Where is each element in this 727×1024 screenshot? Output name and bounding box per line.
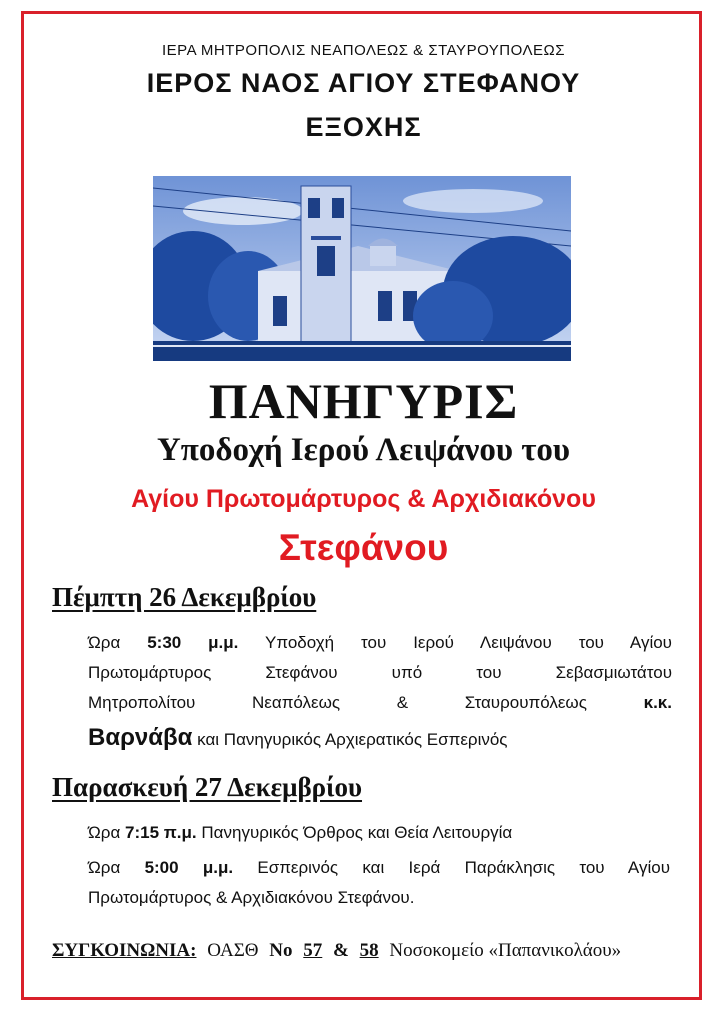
day2-time2: 5:00 μ.μ. bbox=[144, 858, 234, 877]
church-photo bbox=[153, 176, 571, 361]
bus-operator: ΟΑΣΘ bbox=[207, 940, 259, 961]
bus-stop: Νοσοκομείο «Παπανικολάου» bbox=[389, 940, 622, 961]
day2-time1: 7:15 π.μ. bbox=[125, 823, 197, 842]
day1-line4 bbox=[88, 718, 672, 760]
bus-line-57: 57 bbox=[303, 940, 323, 961]
bus-line-58: 58 bbox=[359, 940, 379, 961]
route-no-label: Νο bbox=[269, 940, 293, 961]
day1-line2: Πρωτομάρτυρος Στεφάνου υπό του Σεβασμιωτάτου bbox=[88, 663, 672, 682]
hour-word: Ώρα bbox=[88, 858, 121, 877]
metropolis-name: ΙΕΡΑ ΜΗΤΡΟΠΟΛΙΣ ΝΕΑΠΟΛΕΩΣ & ΣΤΑΥΡΟΥΠΟΛΕΩΣ bbox=[162, 42, 565, 59]
ampersand: & bbox=[333, 940, 349, 961]
metropolitan-name: Βαρνάβα bbox=[88, 724, 193, 751]
festival-title: ΠΑΝΗΓΥΡΙΣ bbox=[208, 373, 519, 429]
day2-item2-line1 bbox=[88, 853, 670, 883]
day1-line4-text: και Πανηγυρικός Αρχιερατικός Εσπερινός bbox=[197, 730, 508, 749]
day1-line3 bbox=[88, 688, 672, 718]
hour-word: Ώρα bbox=[88, 633, 121, 652]
day1-line1 bbox=[88, 628, 672, 658]
day1-line3-text: Μητροπολίτου Νεαπόλεως & Σταυρουπόλεως bbox=[88, 693, 587, 712]
day1-time: 5:30 μ.μ. bbox=[147, 633, 239, 652]
day2-heading: Παρασκευή 27 Δεκεμβρίου bbox=[52, 772, 363, 802]
church-name: ΙΕΡΟΣ ΝΑΟΣ ΑΓΙΟΥ ΣΤΕΦΑΝΟΥ bbox=[146, 68, 581, 98]
day1-line1-text: Υποδοχή του Ιερού Λειψάνου του Αγίου bbox=[265, 633, 672, 652]
hour-word: Ώρα bbox=[88, 823, 121, 842]
saint-name: Στεφάνου bbox=[278, 527, 449, 568]
transport-info bbox=[52, 940, 677, 962]
area-name: ΕΞΟΧΗΣ bbox=[305, 112, 422, 142]
transport-label: ΣΥΓΚΟΙΝΩΝΙΑ: bbox=[52, 940, 197, 961]
day1-schedule bbox=[88, 628, 672, 760]
saint-title: Αγίου Πρωτομάρτυρος & Αρχιδιακόνου bbox=[131, 485, 596, 513]
day2-item2-line2: Πρωτομάρτυρος & Αρχιδιακόνου Στεφάνου. bbox=[88, 888, 415, 907]
day2-item2-text: Εσπερινός και Ιερά Παράκλησις του Αγίου bbox=[257, 858, 670, 877]
relic-subtitle: Υποδοχή Ιερού Λειψάνου του bbox=[156, 432, 571, 468]
day1-heading: Πέμπτη 26 Δεκεμβρίου bbox=[52, 582, 317, 612]
day2-item1 bbox=[88, 818, 678, 848]
title-abbrev: κ.κ. bbox=[643, 693, 672, 712]
day2-item2 bbox=[88, 853, 670, 913]
day2-item1-text: Πανηγυρικός Όρθρος και Θεία Λειτουργία bbox=[201, 823, 513, 842]
